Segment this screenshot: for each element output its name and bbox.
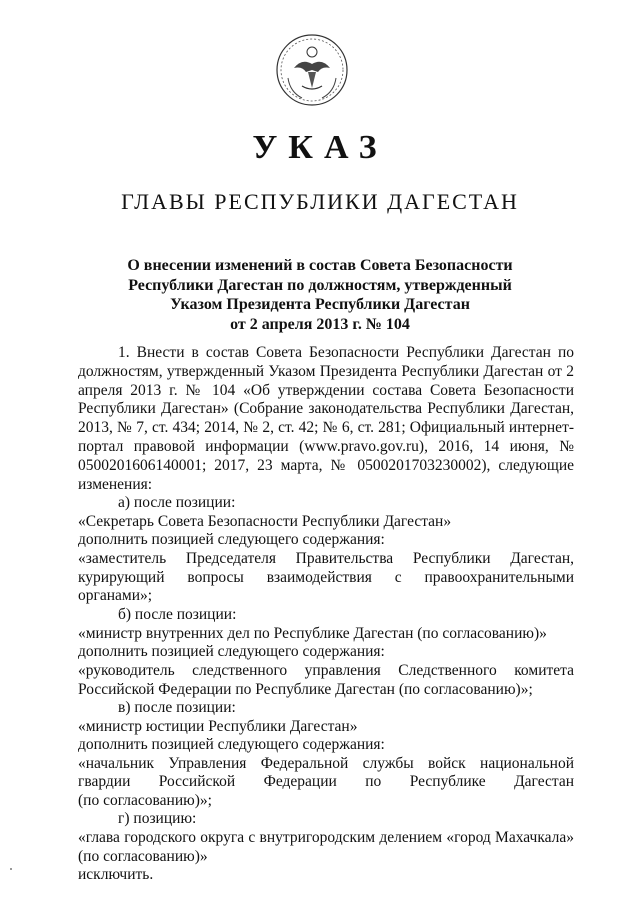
heading-line: от 2 апреля 2013 г. № 104 <box>230 315 410 333</box>
item-b-position: «министр внутренних дел по Республике Дагестан (по согласованию)» <box>78 624 547 642</box>
item-g-action: исключить. <box>78 866 154 884</box>
decree-heading <box>100 256 540 334</box>
item-v-add: дополнить позицией следующего содержания: <box>78 736 385 754</box>
item-v-intro: в) после позиции: <box>118 699 236 717</box>
item-a-intro: а) после позиции: <box>118 494 236 512</box>
heading-line: Республики Дагестан по должностям, утвержденный <box>128 276 512 294</box>
item-b-new-position: «руководитель следственного управления Следственного комитета Российской Федерации по Республике Дагестан (по согласованию)»; <box>78 661 574 698</box>
item-a-add: дополнить позицией следующего содержания: <box>78 531 385 549</box>
heading-line: Указом Президента Республики Дагестан <box>170 296 470 313</box>
heading-line: О внесении изменений в состав Совета Безопасности <box>127 257 513 274</box>
scan-speck <box>10 868 12 870</box>
item-v-position: «министр юстиции Республики Дагестан» <box>78 717 358 735</box>
item-v-new-line: (по согласованию)»; <box>78 791 212 809</box>
item-b-add: дополнить позицией следующего содержания: <box>78 643 385 661</box>
item-v-new-line: гвардии Российской Федерации по Республике Дагестан <box>78 773 574 791</box>
item-v-new-line: «начальник Управления Федеральной службы войск национальной <box>78 754 574 772</box>
decree-body <box>78 344 574 885</box>
item-g-position: «глава городского округа с внутригородским делением «город Махачкала» (по согласованию)» <box>78 828 574 865</box>
item-a-new-position: «заместитель Председателя Правительства Республики Дагестан, курирующий вопросы взаимодействия с правоохранительными органами»; <box>78 549 574 605</box>
item-a-position: «Секретарь Совета Безопасности Республики Дагестан» <box>78 512 452 530</box>
decree-title: УКАЗ <box>252 129 388 166</box>
item-b-intro: б) после позиции: <box>118 606 237 624</box>
decree-issuer: ГЛАВЫ РЕСПУБЛИКИ ДАГЕСТАН <box>121 189 519 214</box>
paragraph-1: 1. Внести в состав Совета Безопасности Республики Дагестан по должностям, утвержденный Указом Президента Республики Дагестан от 2 апреля 2013 г. № 104 «Об утверждении состава Совета Безопасности Республики Дагестан» (Собрание законодательства Республики Дагестан, 2013, № 7, ст. 434; 2014, № 2, ст. 42; № 6, ст. 281; Официальный интернет-портал правовой информации (www.pravo.gov.ru), 2016, 14 июня, № 0500201606140001; 2017, 23 марта, № 0500201703230002), следующие изменения: <box>78 344 574 493</box>
dagestan-coat-of-arms-icon <box>272 30 352 110</box>
item-g-intro: г) позицию: <box>118 810 197 828</box>
